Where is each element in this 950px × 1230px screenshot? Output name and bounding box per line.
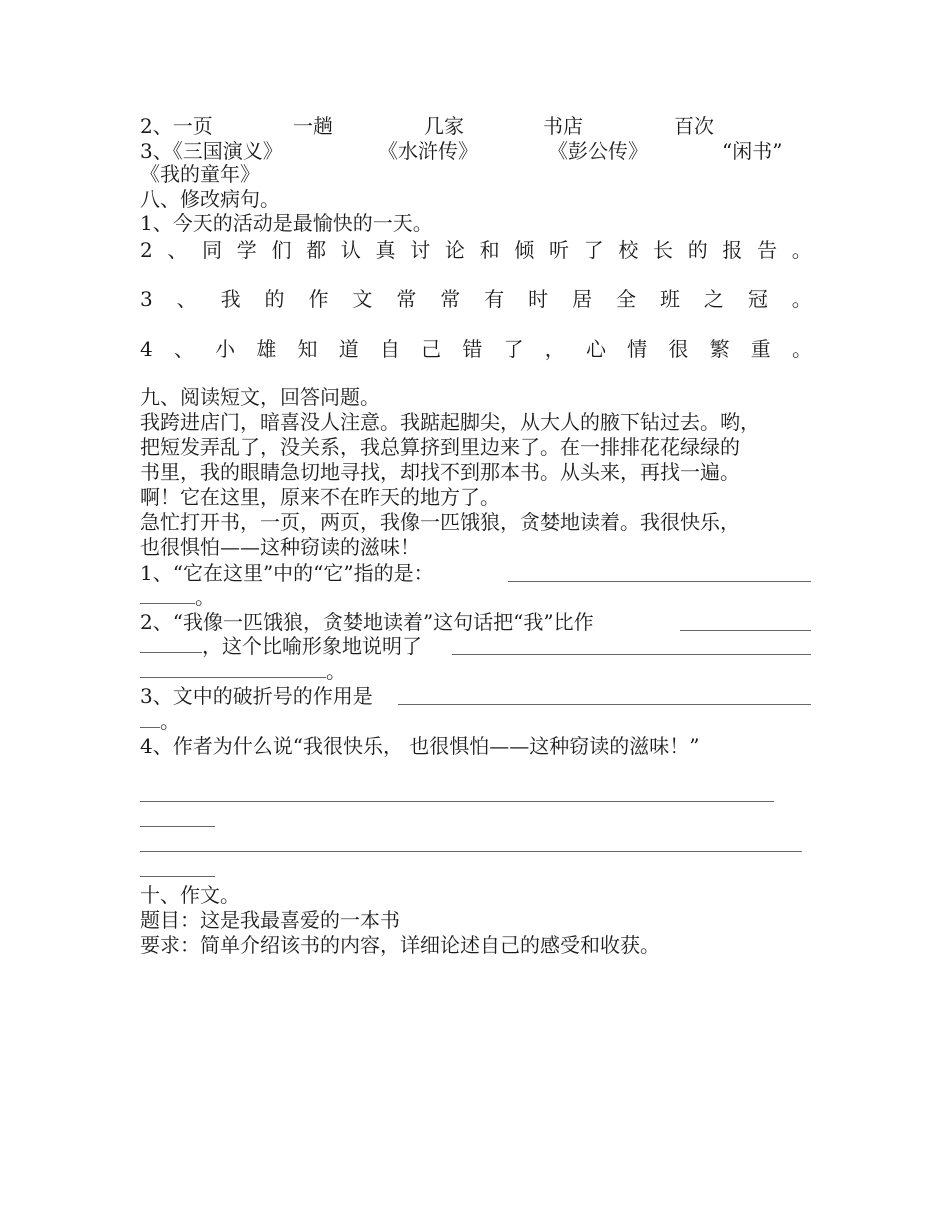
passage-line: 也很惧怕——这种窃读的滋味！: [140, 535, 420, 559]
char: ，: [544, 337, 565, 361]
char: 。: [791, 287, 812, 311]
q9-question-2-cont2: [140, 659, 812, 683]
answer-blank-2b[interactable]: [140, 634, 202, 653]
char: 的: [264, 287, 285, 311]
char: 。: [791, 238, 812, 262]
char: 己: [421, 337, 442, 361]
char: 了: [503, 337, 524, 361]
char: 居: [572, 287, 593, 311]
char: 之: [703, 287, 724, 311]
q7-word: 《水浒传》: [378, 139, 478, 163]
answer-blank-2c[interactable]: [452, 654, 811, 655]
passage-line: 急忙打开书，一页，两页，我像一匹饿狼，贪婪地读着。我很快乐，: [140, 510, 740, 534]
answer-blank-1b[interactable]: [140, 585, 195, 604]
q8-title: 八、修改病句。: [140, 187, 280, 211]
q8-sentence-3: [140, 287, 812, 311]
q9-question-3-cont: [140, 709, 812, 733]
question-text: 2、“我像一匹饿狼，贪婪地读着”这句话把“我”比作: [140, 610, 594, 634]
char: 。: [791, 337, 812, 361]
char: 的: [687, 238, 708, 262]
q8-sentence-4: [140, 337, 812, 361]
q7-word: 一趟: [293, 114, 333, 138]
q7-word: “闲书”: [722, 139, 783, 163]
answer-blank-1a[interactable]: [508, 581, 811, 582]
char: 冠: [747, 287, 768, 311]
question-text: ，这个比喻形象地说明了: [202, 634, 422, 658]
char: 报: [722, 238, 743, 262]
char: 、: [167, 238, 188, 262]
char: 错: [462, 337, 483, 361]
period: 。: [160, 709, 180, 733]
char: 知: [297, 337, 318, 361]
char: 论: [444, 238, 465, 262]
answer-line-4a[interactable]: [140, 801, 774, 802]
q7-word: 百次: [674, 114, 714, 138]
char: 听: [548, 238, 569, 262]
answer-blank-3a[interactable]: [398, 704, 811, 705]
char: 4: [140, 337, 153, 361]
q8-sentence-1: 1、今天的活动是最愉快的一天。: [140, 211, 433, 235]
char: 学: [236, 238, 257, 262]
char: 雄: [256, 337, 277, 361]
char: 长: [653, 238, 674, 262]
char: 小: [215, 337, 236, 361]
char: 倾: [514, 238, 535, 262]
char: 告: [757, 238, 778, 262]
q7-row-2: [140, 114, 812, 138]
char: 同: [202, 238, 223, 262]
char: 情: [627, 337, 648, 361]
char: 全: [616, 287, 637, 311]
char: 3: [140, 287, 153, 311]
char: 有: [484, 287, 505, 311]
char: 、: [173, 337, 194, 361]
char: 常: [396, 287, 417, 311]
q7-word: 2、一页: [140, 114, 213, 138]
char: 重: [750, 337, 771, 361]
q10-topic: 题目：这是我最喜爱的一本书: [140, 908, 400, 932]
char: 真: [375, 238, 396, 262]
char: 我: [220, 287, 241, 311]
char: 2: [140, 238, 153, 262]
q9-question-1-cont: [140, 585, 812, 609]
char: 都: [306, 238, 327, 262]
answer-line-4b[interactable]: [140, 826, 215, 827]
question-text: 1、“它在这里”中的“它”指的是：: [140, 561, 434, 585]
q9-title: 九、阅读短文，回答问题。: [140, 385, 380, 409]
answer-blank-2d[interactable]: [140, 659, 326, 678]
char: 和: [479, 238, 500, 262]
char: 繁: [709, 337, 730, 361]
char: 时: [528, 287, 549, 311]
question-text: 3、文中的破折号的作用是: [140, 684, 373, 708]
q10-requirement: 要求：简单介绍该书的内容，详细论述自己的感受和收获。: [140, 933, 660, 957]
char: 常: [440, 287, 461, 311]
passage-line: 书里，我的眼睛急切地寻找，却找不到那本书。从头来，再找一遍。: [140, 460, 740, 484]
char: 作: [308, 287, 329, 311]
char: 认: [340, 238, 361, 262]
answer-line-4d[interactable]: [140, 876, 215, 877]
char: 道: [338, 337, 359, 361]
q7-row-3: [140, 139, 812, 163]
char: 班: [659, 287, 680, 311]
period: 。: [326, 659, 346, 683]
answer-blank-2a[interactable]: [680, 630, 811, 631]
passage-line: 把短发弄乱了，没关系，我总算挤到里边来了。在一排排花花绿绿的: [140, 435, 740, 459]
q7-word: 几家: [424, 114, 464, 138]
char: 、: [176, 287, 197, 311]
passage-line: 我跨进店门，暗喜没人注意。我踮起脚尖，从大人的腋下钻过去。哟，: [140, 410, 760, 434]
q9-question-4: 4、作者为什么说“我很快乐， 也很惧怕——这种窃读的滋味！”: [140, 734, 700, 758]
char: 讨: [410, 238, 431, 262]
char: 们: [271, 238, 292, 262]
q7-row-3-cont: 《我的童年》: [140, 162, 260, 186]
q8-sentence-2: [140, 238, 812, 262]
char: 校: [618, 238, 639, 262]
char: 了: [583, 238, 604, 262]
char: 很: [668, 337, 689, 361]
q10-title: 十、作文。: [140, 883, 240, 907]
char: 心: [585, 337, 606, 361]
q7-word: 书店: [543, 114, 583, 138]
q7-word: 《彭公传》: [548, 139, 648, 163]
answer-line-4c[interactable]: [140, 851, 802, 852]
passage-line: 啊！它在这里，原来不在昨天的地方了。: [140, 485, 500, 509]
char: 自: [379, 337, 400, 361]
answer-blank-3b[interactable]: [140, 709, 160, 728]
period: 。: [195, 585, 215, 609]
char: 文: [352, 287, 373, 311]
q7-word: 3、《三国演义》: [140, 139, 283, 163]
